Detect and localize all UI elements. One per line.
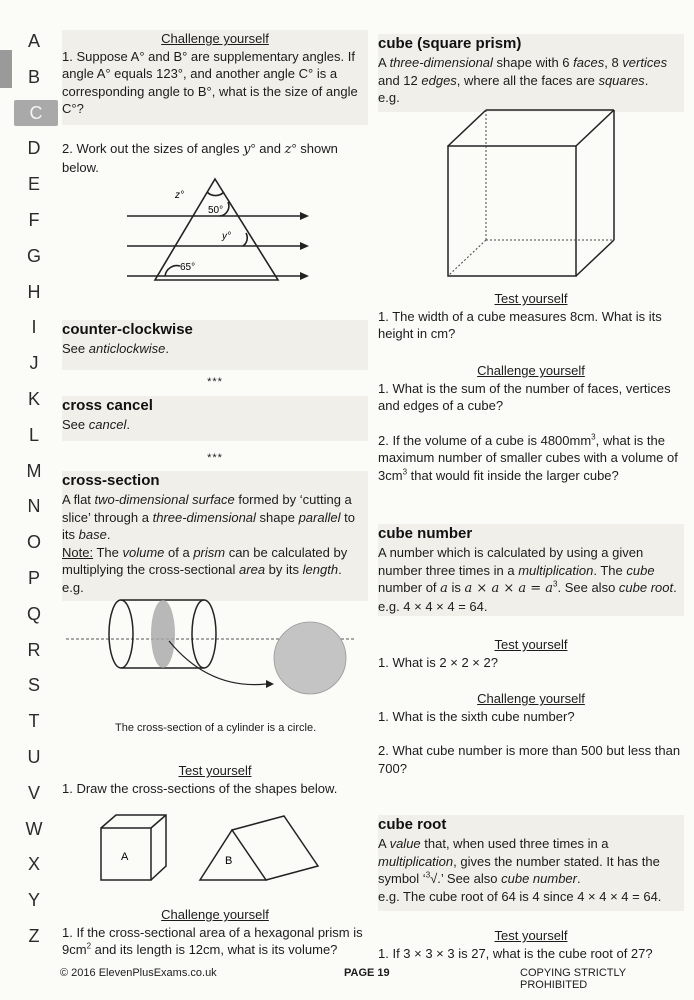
definition: A number which is calculated by using a given number three times in a multiplication. The cube number of a is $a \times a \times a = a^3$. See also cube root. (378, 545, 677, 596)
shape-label-a: A (121, 851, 129, 863)
index-letter-z[interactable]: Z (28, 926, 40, 946)
term-heading: cross cancel (62, 397, 153, 414)
index-letter-t[interactable]: T (28, 711, 40, 732)
index-letter-r[interactable]: R (27, 639, 41, 660)
challenge-question-1: 1. What is the sixth cube number? (378, 708, 575, 724)
test-heading: Test yourself (494, 291, 568, 306)
cross-section-slice (151, 600, 175, 668)
cylinder-left-face (109, 600, 133, 668)
example-label: e.g. (378, 90, 400, 105)
challenge-heading: Challenge yourself (161, 907, 269, 922)
index-letter-o[interactable]: O (26, 532, 41, 553)
term-heading: counter-clockwise (62, 321, 193, 338)
cube-diagram (440, 106, 620, 284)
cube-edge (576, 110, 614, 146)
challenge-heading: Challenge yourself (477, 363, 585, 378)
arrow-head (266, 680, 274, 688)
triangle (155, 179, 278, 280)
cube-back-edges (101, 815, 166, 880)
definition: A value that, when used three times in a multiplication, gives the number stated. It has the symbol ‘$^3$√.’ See also cube number. (378, 836, 660, 886)
index-letter-s[interactable]: S (27, 675, 40, 696)
index-letter-d[interactable]: D (27, 138, 41, 159)
definition: A three-dimensional shape with 6 faces, 8 vertices and 12 edges, where all the faces are squares. (378, 55, 668, 88)
entry-cube (378, 34, 684, 112)
pointer-arrow (169, 641, 266, 685)
term-heading: cube (square prism) (378, 35, 522, 52)
example: e.g. 4 × 4 × 4 = 64. (378, 598, 488, 614)
index-letter-h[interactable]: H (27, 281, 41, 302)
entry-cube-number (378, 524, 684, 616)
example: e.g. The cube root of 64 is 4 since 4 × 4 × 4 = 64. (378, 888, 662, 904)
cylinder-right-face (192, 600, 216, 668)
cube-front-face (448, 146, 576, 276)
test-question-1: 1. If 3 × 3 × 3 is 27, what is the cube root of 27? (378, 945, 653, 961)
challenge-heading: Challenge yourself (477, 691, 585, 706)
index-letter-u[interactable]: U (27, 747, 41, 767)
test-yourself-block (62, 762, 368, 797)
test-yourself-block (378, 927, 684, 962)
test-question-1: 1. What is 2 × 2 × 2? (378, 654, 498, 670)
challenge-block-prism (62, 906, 368, 959)
prism-front-face (200, 830, 266, 880)
challenge-block-cube (378, 362, 684, 484)
index-letter-j[interactable]: J (29, 353, 39, 374)
cube-edge (576, 240, 614, 276)
challenge-question-2: 2. If the volume of a cube is $4800mm^3$, what is the maximum number of smaller cubes with a volume of $3cm^3$ that would fit inside the larger cube? (378, 432, 678, 483)
test-question-1: 1. The width of a cube measures 8cm. What is its height in cm? (378, 308, 662, 341)
index-letter-a[interactable]: A (27, 31, 40, 51)
challenge-block-cube-number (378, 690, 684, 777)
index-letter-y[interactable]: Y (27, 890, 40, 911)
entry-cross-cancel: cross cancel See cancel. (62, 396, 368, 441)
label-50: 50° (208, 205, 224, 216)
label-z: z° (175, 190, 184, 201)
alphabet-index (0, 22, 60, 972)
footer-page-number: PAGE 19 (344, 967, 390, 979)
arrow-head (300, 242, 309, 250)
index-letter-n[interactable]: N (27, 496, 41, 517)
example-label: e.g. (62, 579, 84, 595)
entry-counter-clockwise: counter-clockwise See anticlockwise. (62, 320, 368, 370)
challenge-block-angles (62, 30, 368, 125)
index-letter-m[interactable]: M (26, 460, 42, 481)
challenge-question-2: 2. What cube number is more than 500 but less than 700? (378, 743, 681, 776)
footer-copyright: © 2016 ElevenPlusExams.co.uk (60, 967, 217, 979)
term-heading: cube number (378, 525, 473, 542)
index-letter-x[interactable]: X (27, 854, 40, 875)
test-heading: Test yourself (494, 928, 568, 943)
cube-edge (151, 815, 166, 828)
challenge-question-1: 1. Suppose A° and B° are supplementary angles. If angle A° equals 123°, and another angle C° is a corresponding angle to B°, what is the size of angle C°? (62, 48, 358, 116)
index-letter-c[interactable]: C (14, 100, 58, 126)
entry-cube-root (378, 815, 684, 911)
term-heading: cube root (378, 816, 447, 833)
label-65: 65° (180, 262, 196, 273)
index-letter-b[interactable]: B (27, 66, 40, 87)
test-heading: Test yourself (494, 637, 568, 652)
index-letter-l[interactable]: L (28, 424, 39, 445)
index-tab-marker (0, 50, 12, 88)
challenge-heading: Challenge yourself (161, 31, 269, 46)
index-letter-e[interactable]: E (27, 174, 40, 195)
cross-section-circle (274, 622, 346, 694)
index-letter-i[interactable]: I (31, 317, 37, 338)
cylinder-cross-section-diagram (66, 596, 366, 716)
arrow-head (300, 212, 309, 220)
index-letter-f[interactable]: F (28, 210, 40, 230)
challenge-question-1: 1. If the cross-sectional area of a hexagonal prism is $9cm^2$ and its length is 12cm, what is its volume? (62, 924, 363, 957)
footer-notice: COPYING STRICTLY PROHIBITED (520, 967, 626, 991)
index-letter-q[interactable]: Q (26, 603, 41, 624)
figure-caption: The cross-section of a cylinder is a circle. (115, 722, 317, 734)
separator-stars: *** (207, 376, 223, 388)
parallel-lines-diagram (120, 176, 320, 284)
angle-arc-65 (165, 266, 180, 276)
entry-cross-section (62, 471, 368, 601)
shape-label-b: B (225, 855, 233, 867)
challenge-question-1: 1. What is the sum of the number of faces, vertices and edges of a cube? (378, 380, 671, 413)
angle-arc-z (207, 192, 224, 196)
shapes-diagram (96, 812, 336, 884)
test-yourself-block (378, 636, 684, 671)
index-letter-v[interactable]: V (27, 782, 40, 803)
test-heading: Test yourself (178, 763, 252, 778)
index-letter-g[interactable]: G (26, 245, 41, 266)
arrow-head (300, 272, 309, 280)
index-letter-k[interactable]: K (27, 389, 40, 409)
test-yourself-block (378, 290, 684, 343)
test-question-1: 1. Draw the cross-sections of the shapes below. (62, 780, 338, 796)
separator-stars: *** (207, 452, 223, 464)
term-heading: cross-section (62, 472, 160, 489)
note: Note: The volume of a prism can be calculated by multiplying the cross-sectional area by its length. (62, 544, 348, 577)
cube-hidden-edge (448, 240, 486, 276)
cube-edge (448, 110, 486, 146)
index-letter-w[interactable]: W (25, 818, 43, 839)
definition: A flat two-dimensional surface formed by ‘cutting a slice’ through a three-dimensional shape parallel to its base. (62, 492, 355, 542)
angle-arc-y (243, 233, 247, 246)
challenge-question-2: 2. Work out the sizes of angles y° and z° shown below. (62, 141, 338, 175)
label-y: y° (222, 231, 231, 242)
index-letter-p[interactable]: P (27, 568, 40, 588)
